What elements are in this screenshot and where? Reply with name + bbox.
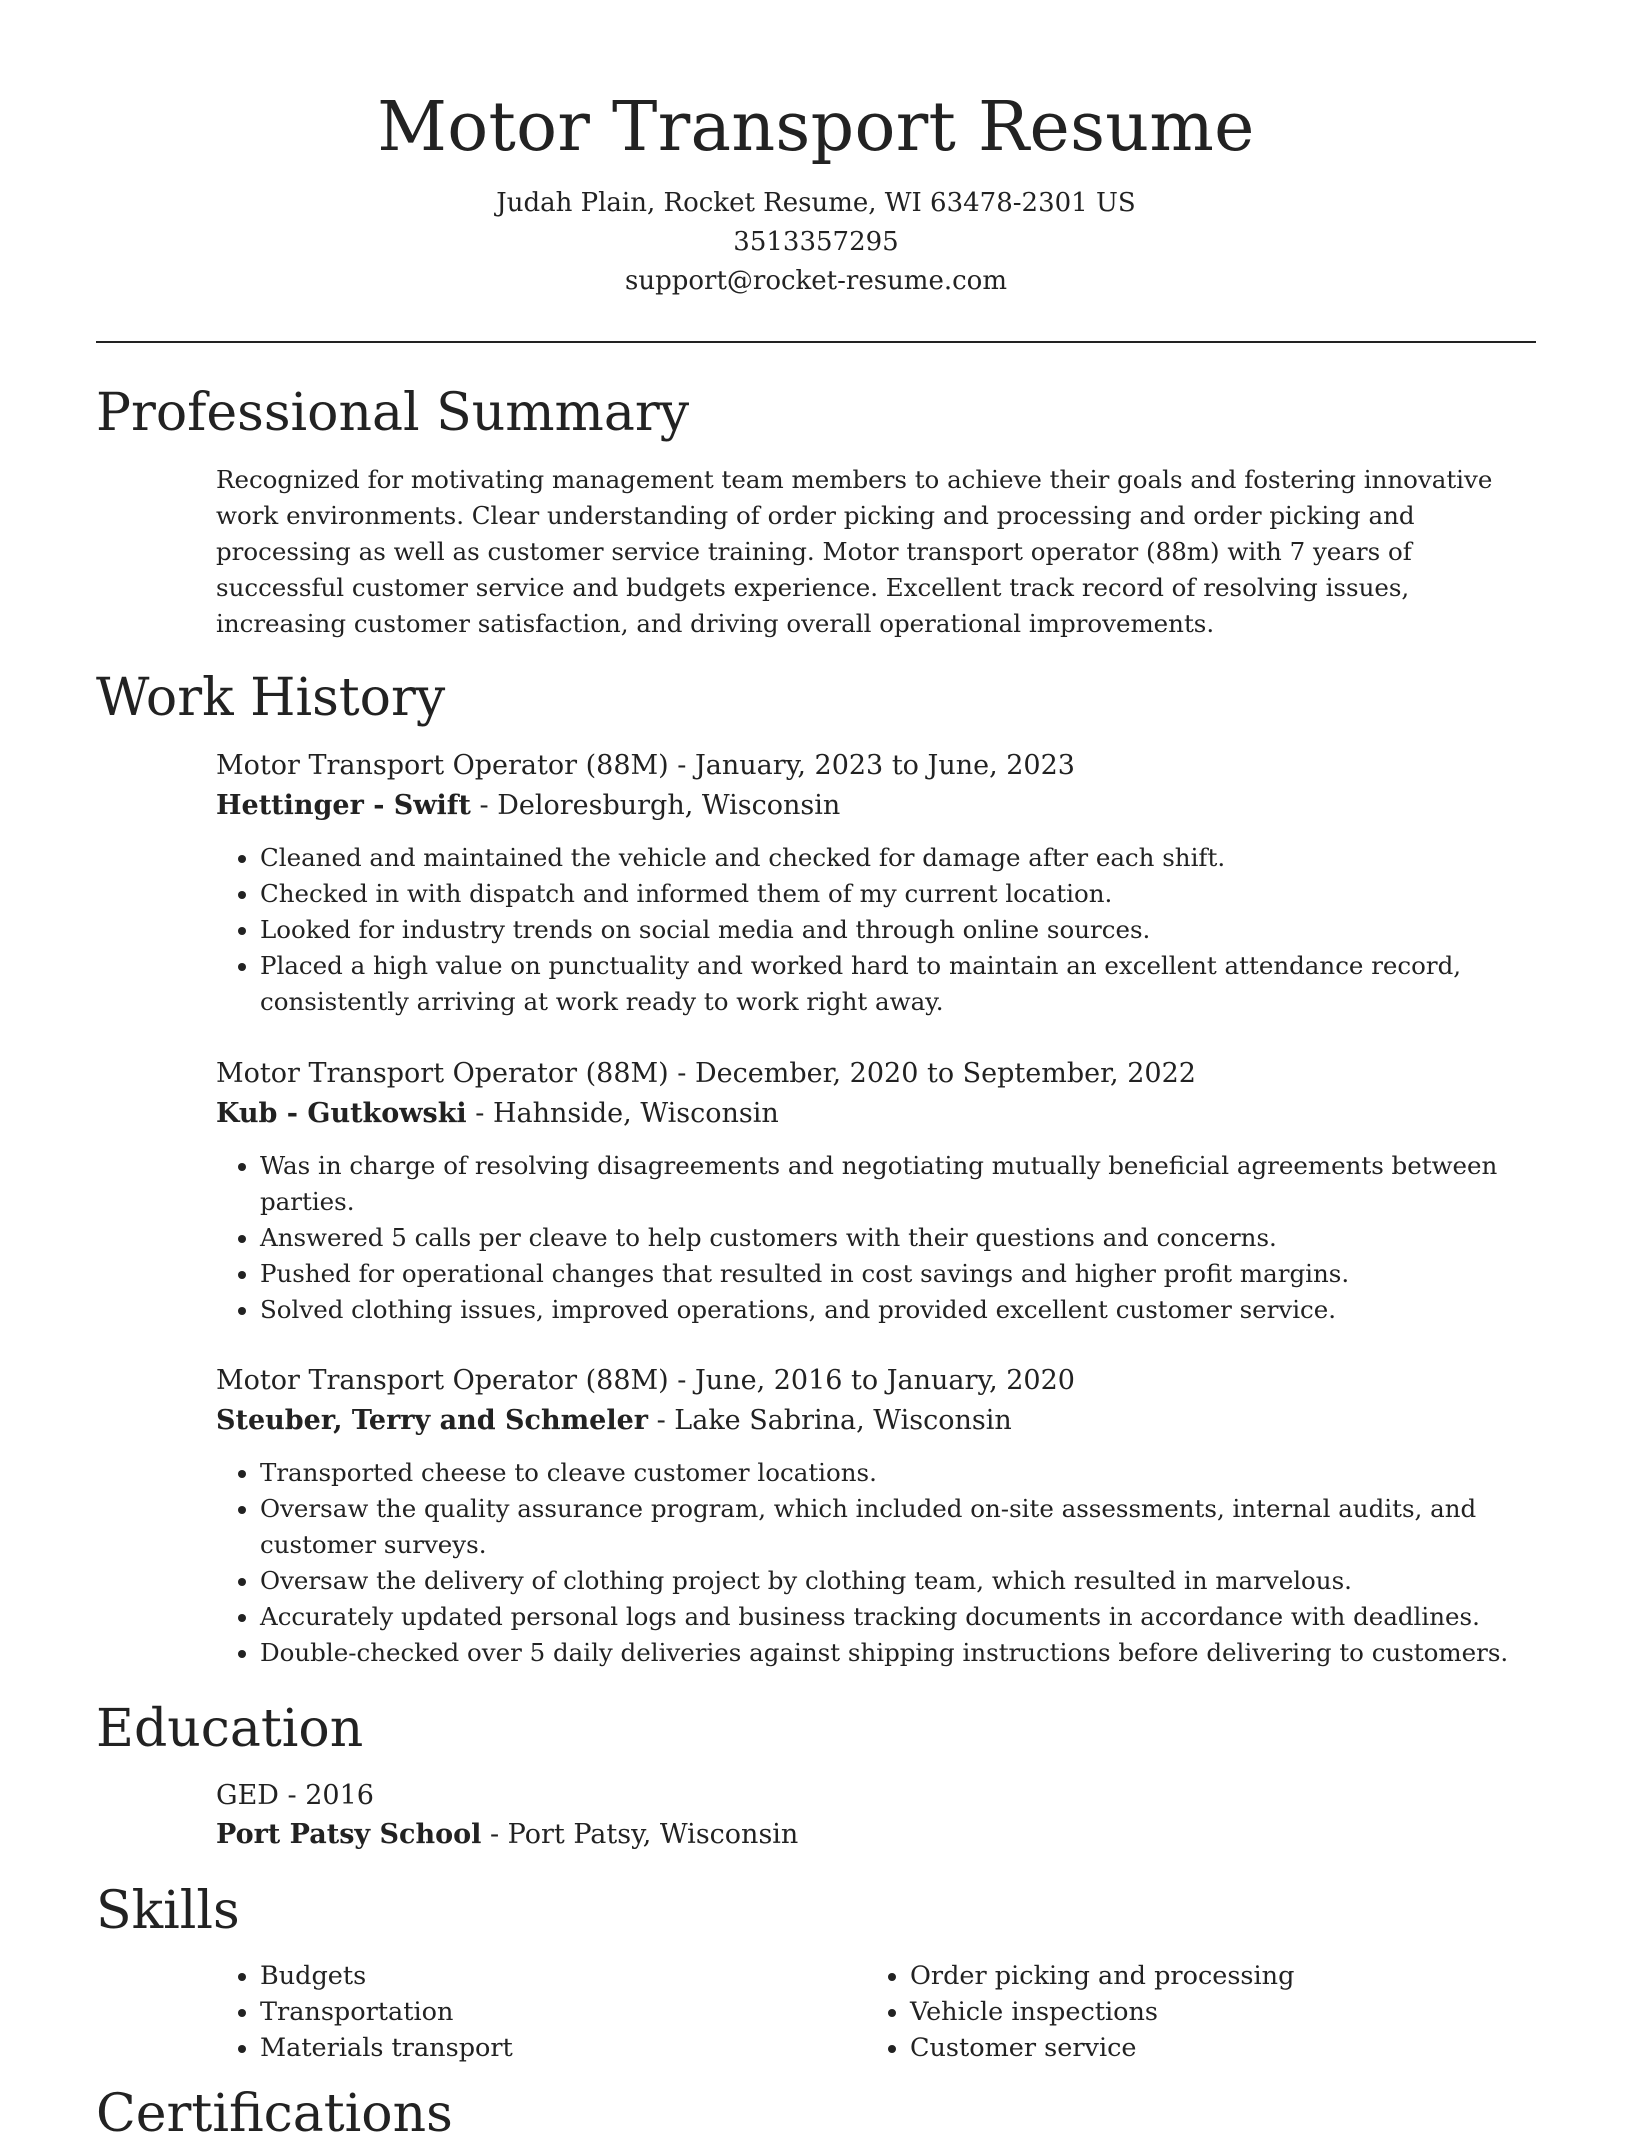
education-section [216, 1776, 1536, 1854]
job-company-line [216, 1401, 1536, 1441]
education-school: Port Patsy School [216, 1819, 482, 1850]
job-location: - Hahnside, Wisconsin [466, 1098, 779, 1129]
skill-item: • Materials transport [260, 2030, 856, 2066]
job-bullet: • Cleaned and maintained the vehicle and checked for damage after each shift. [260, 840, 1536, 876]
job-bullet: • Checked in with dispatch and informed them of my current location. [260, 876, 1536, 912]
contact-info [0, 184, 1632, 301]
skills-left-column [216, 1958, 856, 2066]
contact-address: Judah Plain, Rocket Resume, WI 63478-2301 US [496, 188, 1136, 218]
education-heading: Education [96, 1699, 364, 1759]
job-bullet: • Double-checked over 5 daily deliveries against shipping instructions before delivering to customers. [260, 1635, 1536, 1671]
job-bullet: • Looked for industry trends on social media and through online sources. [260, 912, 1536, 948]
skill-item: • Transportation [260, 1994, 856, 2030]
job-title-line: Motor Transport Operator (88M) - December, 2020 to September, 2022 [216, 1058, 1196, 1089]
contact-email: support@rocket-resume.com [624, 266, 1007, 296]
skills-list [866, 1958, 1506, 2066]
job-location: - Deloresburgh, Wisconsin [470, 790, 841, 821]
resume-title: Motor Transport Resume [377, 88, 1255, 167]
education-degree: GED - 2016 [216, 1780, 374, 1811]
job-bullet: • Was in charge of resolving disagreements and negotiating mutually beneficial agreements between parties. [260, 1148, 1536, 1220]
job-bullet: • Oversaw the delivery of clothing project by clothing team, which resulted in marvelous. [260, 1563, 1536, 1599]
resume-header [0, 86, 1632, 301]
job-company-line [216, 1094, 1536, 1134]
education-school-line [216, 1815, 1536, 1854]
job-company: Kub - Gutkowski [216, 1098, 467, 1129]
education-location: - Port Patsy, Wisconsin [481, 1819, 799, 1850]
job-entry [216, 1054, 1536, 1328]
skill-item: • Customer service [910, 2030, 1506, 2066]
contact-phone: 3513357295 [733, 227, 899, 257]
summary-section [216, 462, 1536, 642]
job-title-line: Motor Transport Operator (88M) - June, 2016 to January, 2020 [216, 1365, 1075, 1396]
job-bullet: • Accurately updated personal logs and business tracking documents in accordance with deadlines. [260, 1599, 1536, 1635]
job-bullets [216, 1148, 1536, 1328]
summary-heading: Professional Summary [96, 383, 690, 443]
job-bullet: • Answered 5 calls per cleave to help customers with their questions and concerns. [260, 1220, 1536, 1256]
job-title-line: Motor Transport Operator (88M) - January, 2023 to June, 2023 [216, 750, 1075, 781]
job-bullet: • Transported cheese to cleave customer locations. [260, 1455, 1536, 1491]
job-location: - Lake Sabrina, Wisconsin [648, 1405, 1012, 1436]
job-bullet: • Solved clothing issues, improved operations, and provided excellent customer service. [260, 1292, 1536, 1328]
job-company-line [216, 786, 1536, 826]
skill-item: • Vehicle inspections [910, 1994, 1506, 2030]
skills-heading: Skills [96, 1881, 240, 1941]
header-divider [96, 341, 1536, 343]
job-bullet: • Pushed for operational changes that resulted in cost savings and higher profit margins. [260, 1256, 1536, 1292]
job-company: Hettinger - Swift [216, 790, 471, 821]
skills-right-column [866, 1958, 1506, 2066]
job-bullet: • Oversaw the quality assurance program, which included on-site assessments, internal audits, and customer surveys. [260, 1491, 1536, 1563]
summary-text: Recognized for motivating management team members to achieve their goals and fostering innovative work environments. Clear understanding of order picking and processing and order picking and processing as well as customer service training. Motor transport operator (88m) with 7 years of successful customer service and budgets experience. Excellent track record of resolving issues, increasing customer satisfaction, and driving overall operational improvements. [216, 465, 1493, 638]
job-company: Steuber, Terry and Schmeler [216, 1405, 648, 1436]
skills-list [216, 1958, 856, 2066]
job-bullets [216, 1455, 1536, 1671]
job-bullets [216, 840, 1536, 1020]
certifications-heading: Certifications [96, 2084, 453, 2144]
work-history-heading: Work History [96, 668, 446, 728]
job-bullet: • Placed a high value on punctuality and worked hard to maintain an excellent attendance record, consistently arriving at work ready to work right away. [260, 948, 1536, 1020]
skill-item: • Budgets [260, 1958, 856, 1994]
skill-item: • Order picking and processing [910, 1958, 1506, 1994]
job-entry [216, 1361, 1536, 1671]
job-entry [216, 746, 1536, 1020]
